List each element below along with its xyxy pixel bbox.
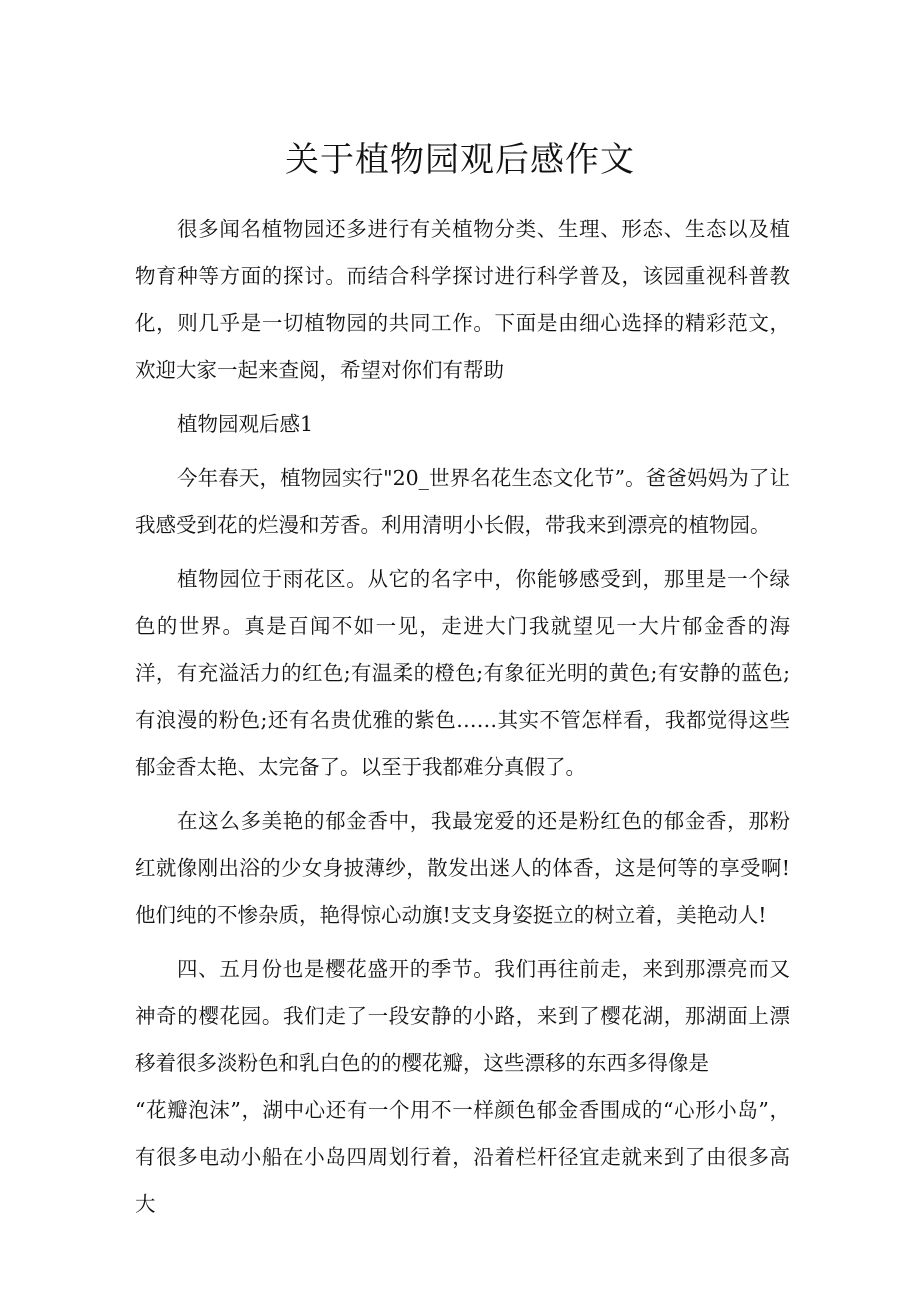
paragraph: 植物园位于雨花区。从它的名字中，你能够感受到，那里是一个绿色的世界。真是百闻不如一见，走进大门我就望见一大片郁金香的海洋，有充溢活力的红色;有温柔的橙色;有象征光明的黄色;有安静的蓝色;有浪漫的粉色;还有名贵优雅的紫色……其实不管怎样看，我都觉得这些郁金香太艳、太完备了。以至于我都难分真假了。 <box>135 567 790 779</box>
document-title: 关于植物园观后感作文 <box>285 140 635 180</box>
paragraph: 在这么多美艳的郁金香中，我最宠爱的还是粉红色的郁金香，那粉红就像刚出浴的少女身披薄纱，散发出迷人的体香，这是何等的享受啊!他们纯的不惨杂质，艳得惊心动旗!支支身姿挺立的树立着，美艳动人! <box>135 809 790 927</box>
section-heading: 植物园观后感1 <box>177 412 314 436</box>
paragraph: “花瓣泡沫”，湖中心还有一个用不一样颜色郁金香围成的“心形小岛”，有很多电动小船在小岛四周划行着，沿着栏杆径宜走就来到了由很多高大 <box>135 1098 790 1216</box>
paragraph-intro: 很多闻名植物园还多进行有关植物分类、生理、形态、生态以及植物育种等方面的探讨。而结合科学探讨进行科学普及，该园重视科普教化，则几乎是一切植物园的共同工作。下面是由细心选择的精彩范文，欢迎大家一起来查阅，希望对你们有帮助 <box>135 217 790 382</box>
paragraph: 今年春天，植物园实行"20_世界名花生态文化节”。爸爸妈妈为了让我感受到花的烂漫和芳香。利用清明小长假，带我来到漂亮的植物园。 <box>135 466 790 537</box>
document-body <box>135 206 790 1235</box>
paragraph: 四、五月份也是樱花盛开的季节。我们再往前走，来到那漂亮而又神奇的樱花园。我们走了一段安静的小路，来到了樱花湖，那湖面上漂移着很多淡粉色和乳白色的的樱花瓣，这些漂移的东西多得像是 <box>135 957 790 1075</box>
